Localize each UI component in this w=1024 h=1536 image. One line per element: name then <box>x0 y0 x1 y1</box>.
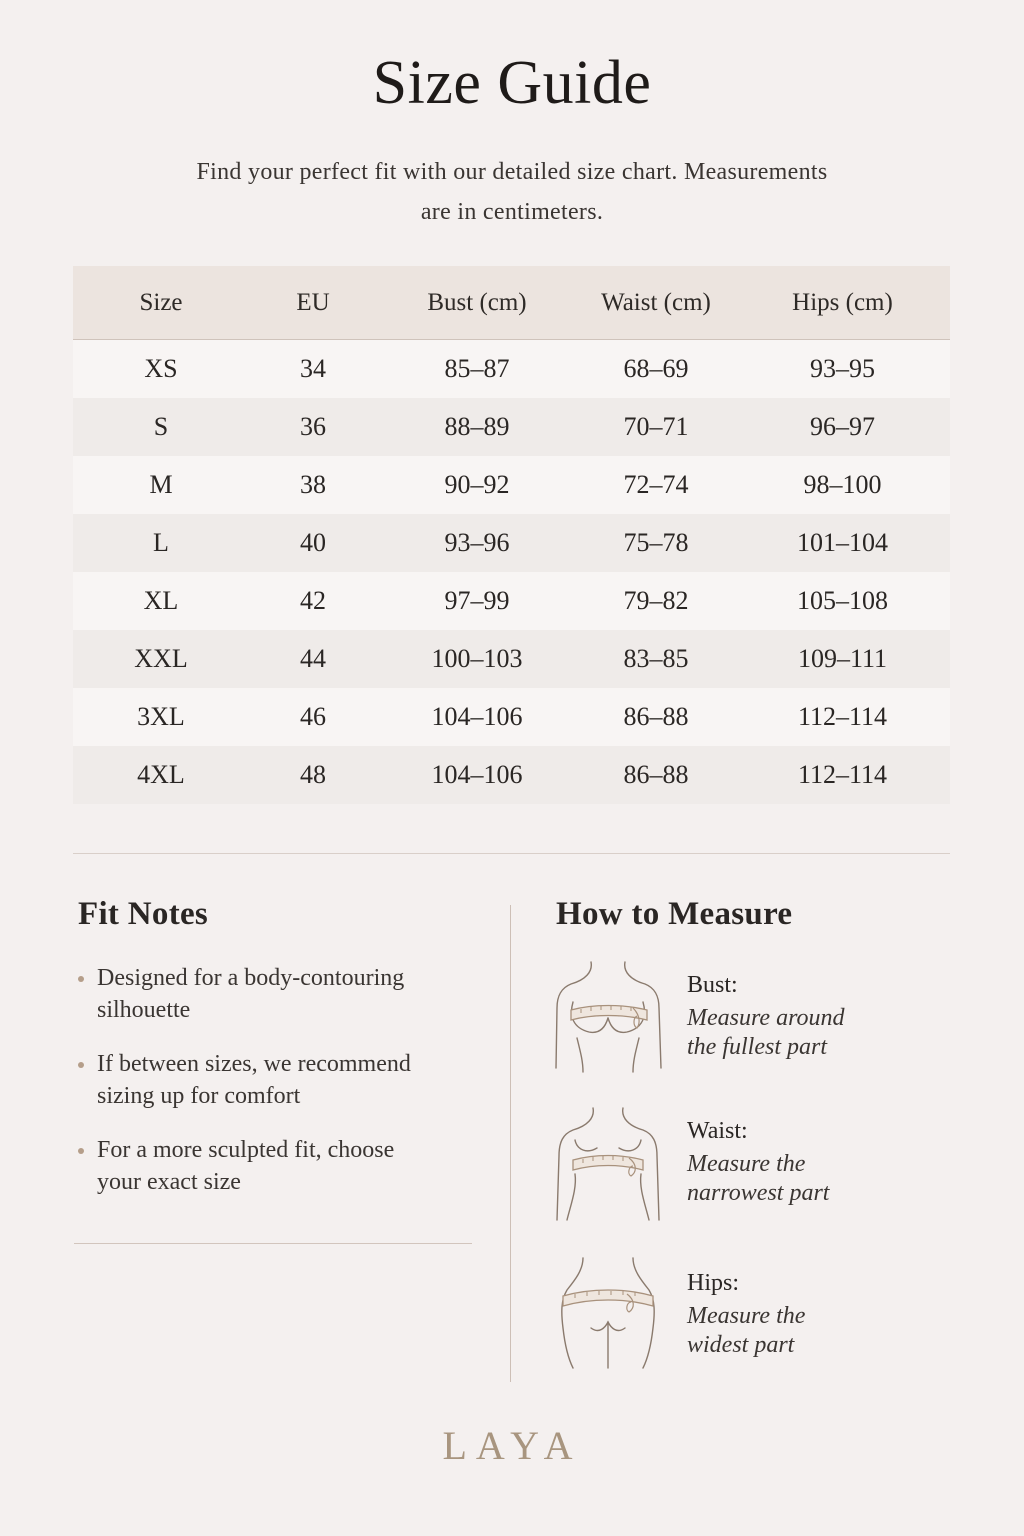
table-row <box>73 456 950 514</box>
bullet-dot-icon <box>78 976 84 982</box>
measure-desc: Measure the <box>687 1303 806 1329</box>
column-divider <box>510 905 511 1382</box>
table-row <box>73 688 950 746</box>
header-hips: Hips (cm) <box>792 288 893 316</box>
cell-eu: 40 <box>300 528 326 557</box>
subtitle-line-1: Find your perfect fit with our detailed size chart. Measurements <box>196 159 828 185</box>
measure-label: Hips: <box>687 1270 740 1296</box>
cell-waist: 83–85 <box>623 644 689 673</box>
cell-eu: 44 <box>300 644 326 673</box>
table-row <box>73 746 950 804</box>
cell-waist: 86–88 <box>623 702 689 731</box>
cell-waist: 68–69 <box>623 354 689 383</box>
cell-hips: 93–95 <box>810 354 875 383</box>
how-to-measure-title: How to Measure <box>556 896 793 932</box>
cell-bust: 104–106 <box>431 702 523 731</box>
cell-hips: 105–108 <box>797 586 888 615</box>
note-line: Designed for a body-contouring <box>97 965 405 991</box>
subtitle-line-2: are in centimeters. <box>420 199 604 225</box>
list-item <box>78 1134 478 1198</box>
measure-desc: narrowest part <box>687 1180 830 1206</box>
cell-hips: 112–114 <box>797 760 888 789</box>
note-line: For a more sculpted fit, choose <box>97 1137 395 1163</box>
hips-figure-icon <box>553 1256 665 1376</box>
cell-bust: 104–106 <box>431 760 523 789</box>
cell-size: 3XL <box>137 702 185 731</box>
cell-waist: 86–88 <box>623 760 689 789</box>
measure-waist <box>553 1104 953 1224</box>
measure-hips <box>553 1256 953 1376</box>
cell-size: XL <box>143 586 179 615</box>
cell-size: L <box>153 528 169 557</box>
page-title: Size Guide <box>372 49 652 117</box>
measure-desc: Measure around <box>687 1005 845 1031</box>
cell-hips: 96–97 <box>810 412 875 441</box>
cell-size: S <box>153 412 169 441</box>
table-row <box>73 630 950 688</box>
fit-notes-divider <box>74 1243 472 1244</box>
page-subtitle <box>140 152 884 232</box>
cell-eu: 38 <box>300 470 326 499</box>
cell-size: M <box>149 470 173 499</box>
header-waist: Waist (cm) <box>601 288 711 316</box>
measure-bust <box>553 958 953 1078</box>
fit-notes-list <box>78 962 478 1220</box>
cell-hips: 98–100 <box>803 470 882 499</box>
brand-logo: LAYA <box>442 1423 582 1468</box>
table-header-row <box>73 266 950 340</box>
cell-eu: 42 <box>300 586 326 615</box>
measure-label: Waist: <box>687 1118 748 1144</box>
cell-bust: 97–99 <box>444 586 510 615</box>
cell-waist: 75–78 <box>623 528 689 557</box>
table-row <box>73 340 950 398</box>
measure-desc: Measure the <box>687 1151 806 1177</box>
cell-eu: 48 <box>300 760 326 789</box>
cell-bust: 90–92 <box>444 470 510 499</box>
cell-waist: 72–74 <box>623 470 689 499</box>
size-chart-table <box>73 266 950 804</box>
cell-bust: 93–96 <box>444 528 510 557</box>
cell-eu: 36 <box>300 412 326 441</box>
table-row <box>73 398 950 456</box>
cell-eu: 34 <box>300 354 326 383</box>
measure-label: Bust: <box>687 972 738 998</box>
table-row <box>73 572 950 630</box>
section-divider <box>73 853 950 854</box>
measure-desc: the fullest part <box>687 1034 827 1060</box>
cell-bust: 100–103 <box>431 644 523 673</box>
cell-size: XS <box>144 354 178 383</box>
measure-desc: widest part <box>687 1332 795 1358</box>
note-line: sizing up for comfort <box>97 1083 301 1109</box>
list-item <box>78 962 478 1026</box>
cell-size: 4XL <box>137 760 185 789</box>
note-line: your exact size <box>97 1169 241 1195</box>
bust-figure-icon <box>553 958 665 1078</box>
cell-hips: 109–111 <box>797 644 888 673</box>
note-line: If between sizes, we recommend <box>97 1051 411 1077</box>
header-bust: Bust (cm) <box>427 288 527 316</box>
cell-waist: 70–71 <box>623 412 689 441</box>
cell-waist: 79–82 <box>623 586 689 615</box>
cell-bust: 88–89 <box>444 412 510 441</box>
cell-eu: 46 <box>300 702 326 731</box>
cell-hips: 101–104 <box>797 528 888 557</box>
cell-hips: 112–114 <box>797 702 888 731</box>
cell-size: XXL <box>134 644 188 673</box>
waist-figure-icon <box>553 1104 665 1224</box>
fit-notes-title: Fit Notes <box>78 896 209 932</box>
list-item <box>78 1048 478 1112</box>
table-row <box>73 514 950 572</box>
bullet-dot-icon <box>78 1062 84 1068</box>
header-size: Size <box>139 288 183 316</box>
header-eu: EU <box>296 288 330 316</box>
note-line: silhouette <box>97 997 191 1023</box>
cell-bust: 85–87 <box>444 354 510 383</box>
bullet-dot-icon <box>78 1148 84 1154</box>
